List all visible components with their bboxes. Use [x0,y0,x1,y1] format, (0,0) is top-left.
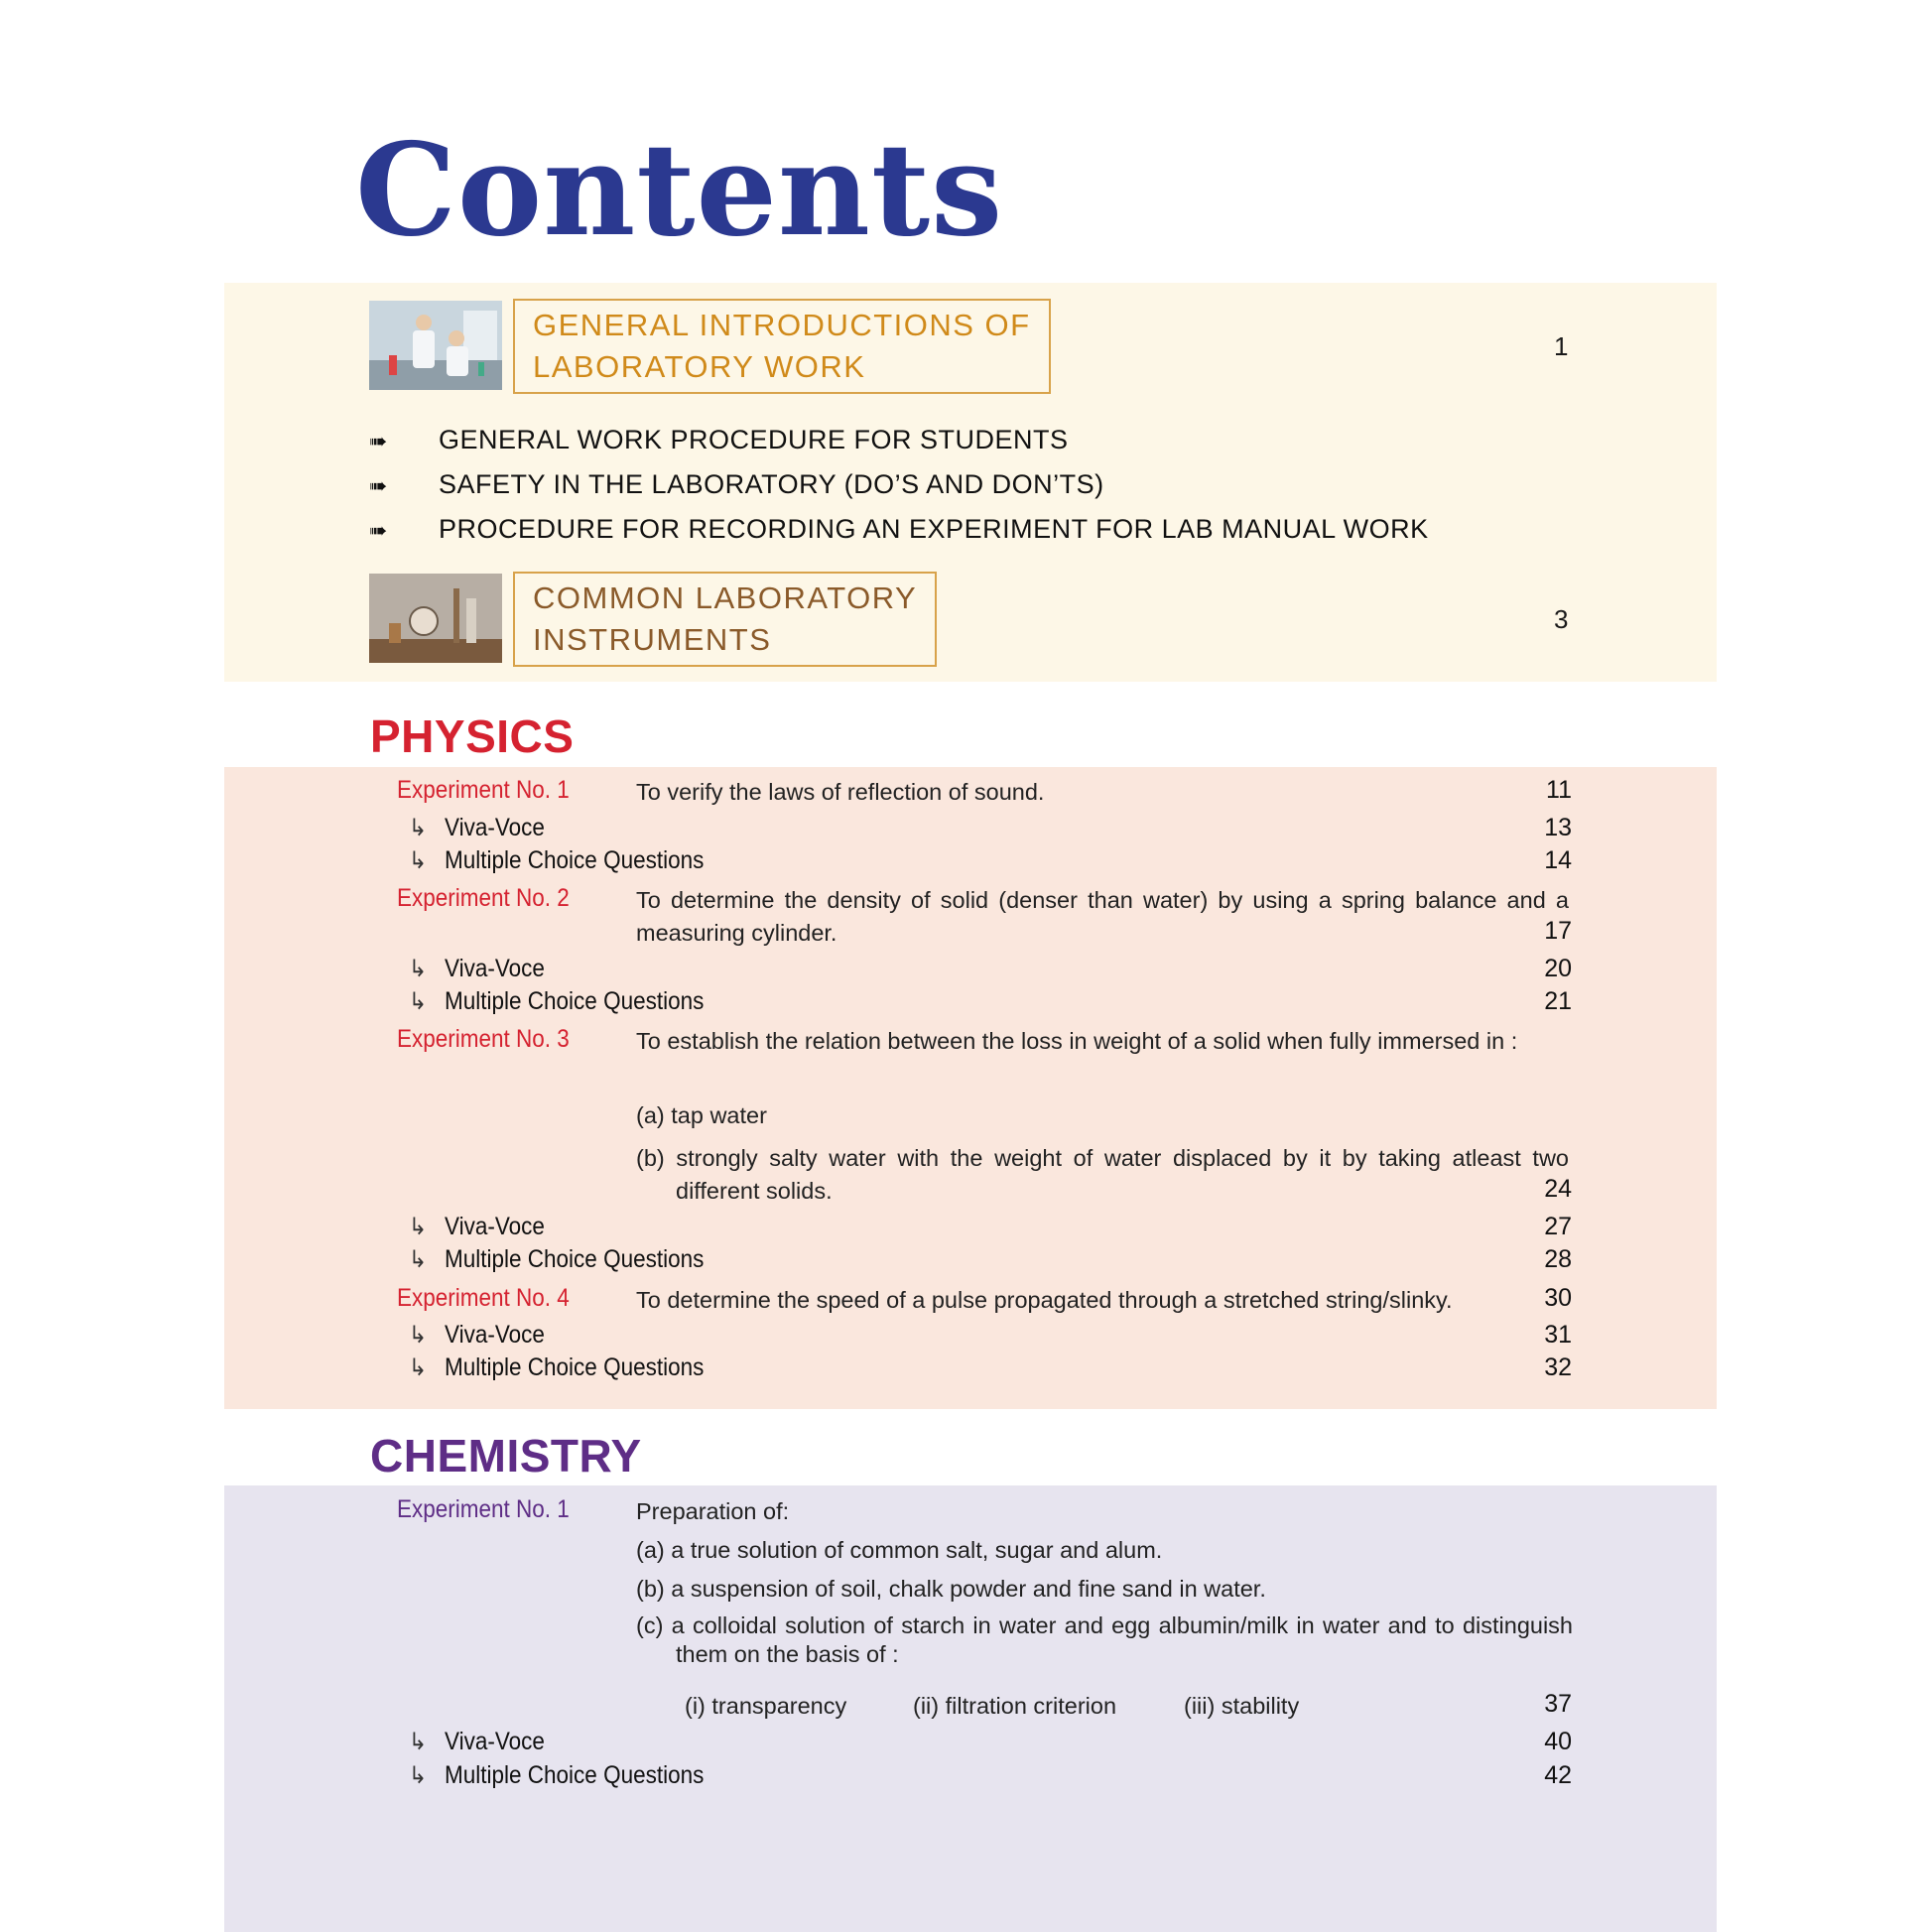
experiment-item: (a) a true solution of common salt, sugar and alum. [636,1537,1163,1563]
experiment-desc: To verify the laws of reflection of sound. [636,779,1045,805]
intro-heading-instruments: COMMON LABORATORY INSTRUMENTS [513,572,937,667]
list-item: ➠ GENERAL WORK PROCEDURE FOR STUDENTS [369,425,1069,454]
page-number: 30 [1544,1284,1572,1312]
experiment-item: (b) a suspension of soil, chalk powder and fine sand in water. [636,1576,1266,1602]
page-number: 40 [1544,1728,1572,1755]
experiment-desc: To determine the speed of a pulse propagated through a stretched string/slinky. [636,1287,1453,1313]
experiment-desc: To establish the relation between the loss in weight of a solid when fully immersed in : [636,1028,1518,1054]
page-number: 28 [1544,1245,1572,1273]
experiment-desc: To determine the density of solid (denser than water) by using a spring balance and a measuring cylinder. [636,887,1569,946]
viva-voce-item: ↳ Viva-Voce [409,1213,545,1240]
physics-heading: PHYSICS [370,710,575,762]
curved-arrow-icon: ↳ [409,815,428,841]
viva-voce-item: ↳ Viva-Voce [409,814,545,841]
curved-arrow-icon: ↳ [409,1246,428,1273]
mcq-item: ↳ Multiple Choice Questions [409,987,705,1015]
list-item: ➠ PROCEDURE FOR RECORDING AN EXPERIMENT FOR LAB MANUAL WORK [369,514,1429,544]
arrow-bullet-icon: ➠ [369,518,388,543]
page-number: 24 [1544,1175,1572,1203]
arrow-bullet-icon: ➠ [369,429,388,453]
intro-heading-general: GENERAL INTRODUCTIONS OF LABORATORY WORK [513,299,1051,394]
page-number: 14 [1544,846,1572,874]
curved-arrow-icon: ↳ [409,988,428,1015]
experiment-label: Experiment No. 4 [397,1284,570,1312]
viva-voce-item: ↳ Viva-Voce [409,1321,545,1349]
experiment-label: Experiment No. 1 [397,1495,570,1523]
page-number: 3 [1554,604,1569,634]
experiment-desc: Preparation of: [636,1498,790,1524]
experiment-label: Experiment No. 2 [397,884,570,912]
viva-voce-item: ↳ Viva-Voce [409,955,545,982]
page-number: 42 [1544,1761,1572,1789]
page-number: 17 [1544,917,1572,945]
page-number: 13 [1544,814,1572,841]
curved-arrow-icon: ↳ [409,1729,428,1755]
curved-arrow-icon: ↳ [409,1354,428,1381]
viva-voce-item: ↳ Viva-Voce [409,1728,545,1755]
page-number: 32 [1544,1353,1572,1381]
criterion-item: (iii) stability [1184,1693,1300,1719]
mcq-item: ↳ Multiple Choice Questions [409,1761,705,1789]
experiment-label: Experiment No. 1 [397,776,570,804]
experiment-item: (c) a colloidal solution of starch in water and egg albumin/milk in water and to distinguish them on the basis of : [636,1612,1573,1667]
experiment-item: (b) strongly salty water with the weight of water displaced by it by taking atleast two different solids. [636,1145,1569,1204]
page-number: 31 [1544,1321,1572,1349]
page-title: Contents [355,116,1004,265]
curved-arrow-icon: ↳ [409,1214,428,1240]
page-number: 21 [1544,987,1572,1015]
criterion-item: (i) transparency [685,1693,847,1719]
page-number: 37 [1544,1690,1572,1718]
lab-workers-image [369,301,502,390]
criterion-item: (ii) filtration criterion [913,1693,1117,1719]
mcq-item: ↳ Multiple Choice Questions [409,846,705,874]
mcq-item: ↳ Multiple Choice Questions [409,1245,705,1273]
mcq-item: ↳ Multiple Choice Questions [409,1353,705,1381]
curved-arrow-icon: ↳ [409,847,428,874]
curved-arrow-icon: ↳ [409,1762,428,1789]
page-number: 1 [1554,331,1569,361]
list-item: ➠ SAFETY IN THE LABORATORY (DO’S AND DON’TS) [369,469,1104,499]
curved-arrow-icon: ↳ [409,956,428,982]
page-number: 11 [1546,776,1572,804]
chemistry-heading: CHEMISTRY [370,1430,642,1481]
curved-arrow-icon: ↳ [409,1322,428,1349]
page-number: 27 [1544,1213,1572,1240]
lab-instruments-image [369,574,502,663]
experiment-item: (a) tap water [636,1102,767,1128]
page-number: 20 [1544,955,1572,982]
arrow-bullet-icon: ➠ [369,473,388,498]
experiment-label: Experiment No. 3 [397,1025,570,1053]
